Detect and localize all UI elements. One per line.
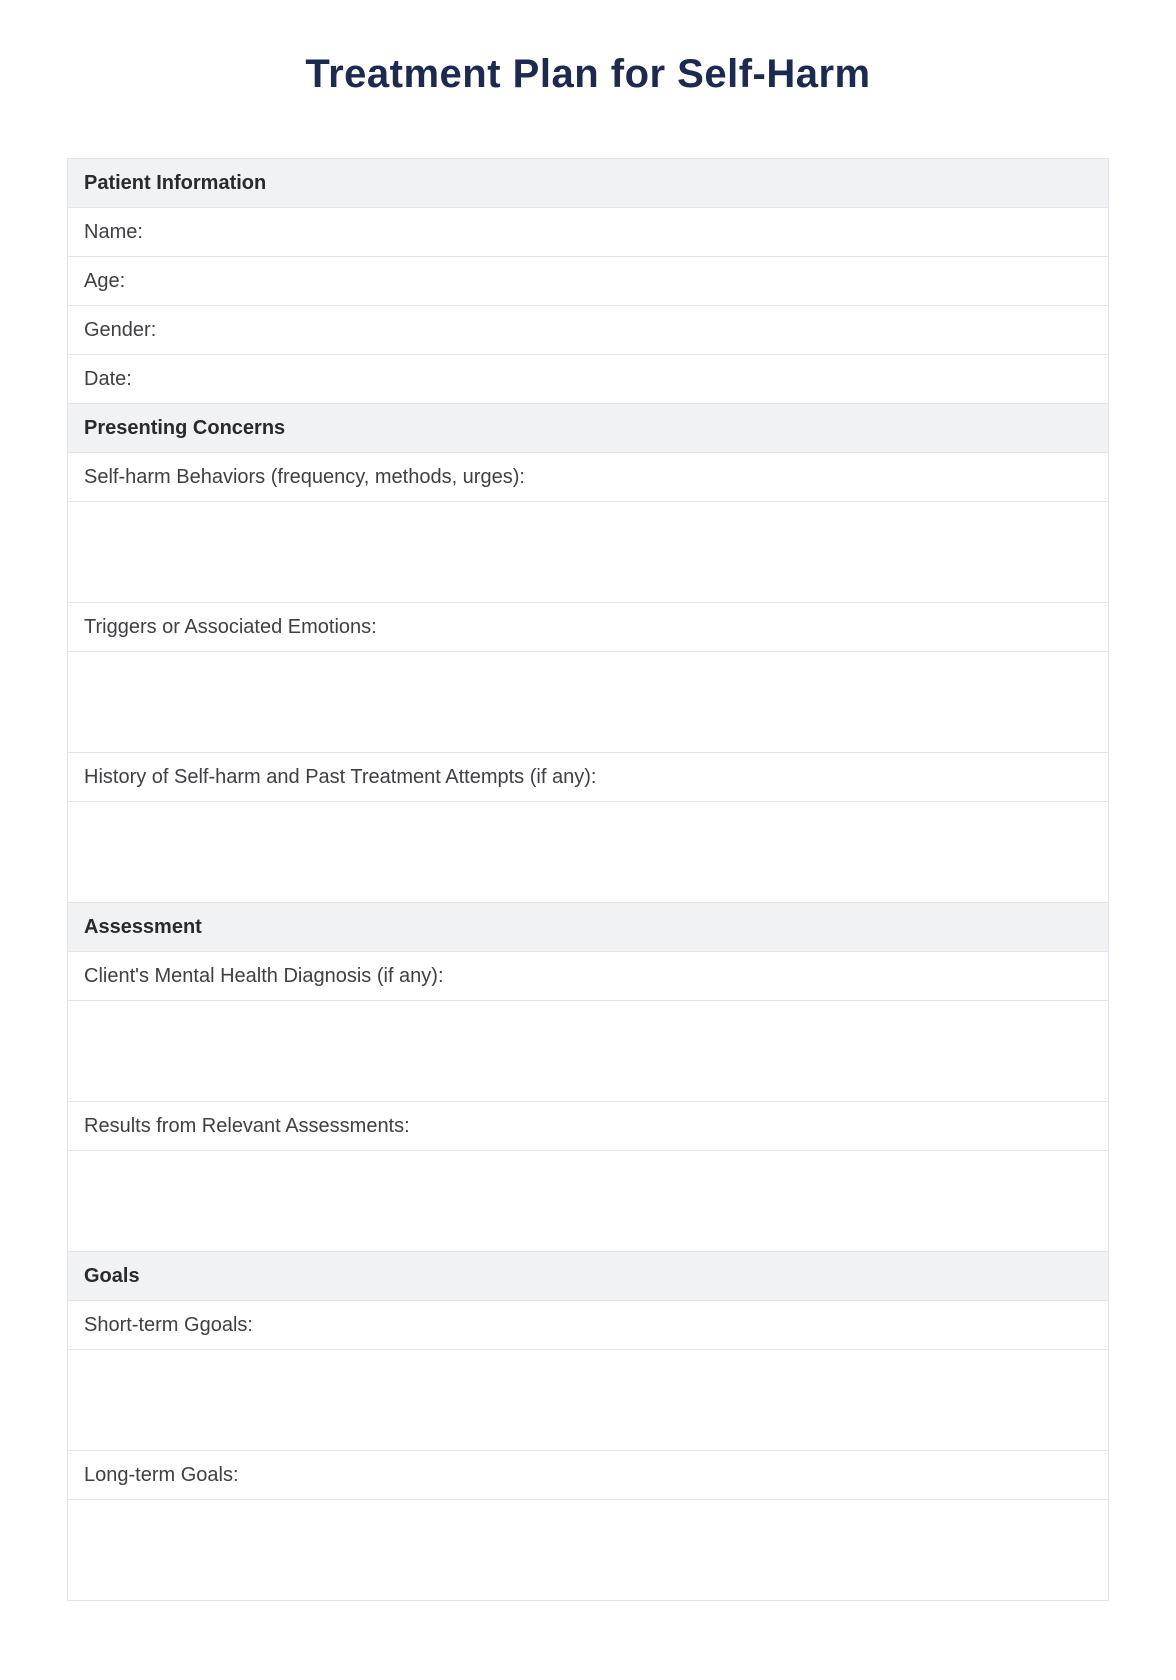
field-label-short-term-goals: Short-term Ggoals: bbox=[84, 1313, 253, 1336]
section-header-goals bbox=[68, 1252, 1108, 1301]
field-row-self-harm-behaviors[interactable] bbox=[68, 453, 1108, 502]
section-header-assessment bbox=[68, 903, 1108, 952]
field-label-assessment-results: Results from Relevant Assessments: bbox=[84, 1114, 410, 1137]
treatment-plan-form bbox=[67, 158, 1109, 1601]
answer-area-self-harm-behaviors[interactable] bbox=[68, 502, 1108, 603]
field-row-history[interactable] bbox=[68, 753, 1108, 802]
section-title-presenting-concerns: Presenting Concerns bbox=[84, 416, 286, 439]
field-row-diagnosis[interactable] bbox=[68, 952, 1108, 1001]
document-title: Treatment Plan for Self-Harm bbox=[305, 52, 871, 96]
field-row-assessment-results[interactable] bbox=[68, 1102, 1108, 1151]
field-label-gender: Gender: bbox=[84, 318, 157, 341]
field-row-gender[interactable] bbox=[68, 306, 1108, 355]
field-row-long-term-goals[interactable] bbox=[68, 1451, 1108, 1500]
field-label-long-term-goals: Long-term Goals: bbox=[84, 1463, 239, 1486]
section-title-patient-information: Patient Information bbox=[84, 171, 267, 194]
section-header-presenting-concerns bbox=[68, 404, 1108, 453]
section-title-assessment: Assessment bbox=[84, 915, 202, 938]
answer-area-short-term-goals[interactable] bbox=[68, 1350, 1108, 1451]
field-label-history: History of Self-harm and Past Treatment Attempts (if any): bbox=[84, 765, 597, 788]
answer-area-triggers[interactable] bbox=[68, 652, 1108, 753]
field-label-date: Date: bbox=[84, 367, 132, 390]
field-row-triggers[interactable] bbox=[68, 603, 1108, 652]
field-row-short-term-goals[interactable] bbox=[68, 1301, 1108, 1350]
answer-area-diagnosis[interactable] bbox=[68, 1001, 1108, 1102]
section-header-patient-information bbox=[68, 159, 1108, 208]
field-label-age: Age: bbox=[84, 269, 126, 292]
field-row-name[interactable] bbox=[68, 208, 1108, 257]
answer-area-history[interactable] bbox=[68, 802, 1108, 903]
field-label-diagnosis: Client's Mental Health Diagnosis (if any): bbox=[84, 964, 444, 987]
field-label-triggers: Triggers or Associated Emotions: bbox=[84, 615, 377, 638]
section-title-goals: Goals bbox=[84, 1264, 140, 1287]
field-row-date[interactable] bbox=[68, 355, 1108, 404]
answer-area-assessment-results[interactable] bbox=[68, 1151, 1108, 1252]
document-page bbox=[0, 50, 1176, 1601]
field-label-self-harm-behaviors: Self-harm Behaviors (frequency, methods, urges): bbox=[84, 465, 525, 488]
field-label-name: Name: bbox=[84, 220, 143, 243]
answer-area-long-term-goals[interactable] bbox=[68, 1500, 1108, 1601]
field-row-age[interactable] bbox=[68, 257, 1108, 306]
